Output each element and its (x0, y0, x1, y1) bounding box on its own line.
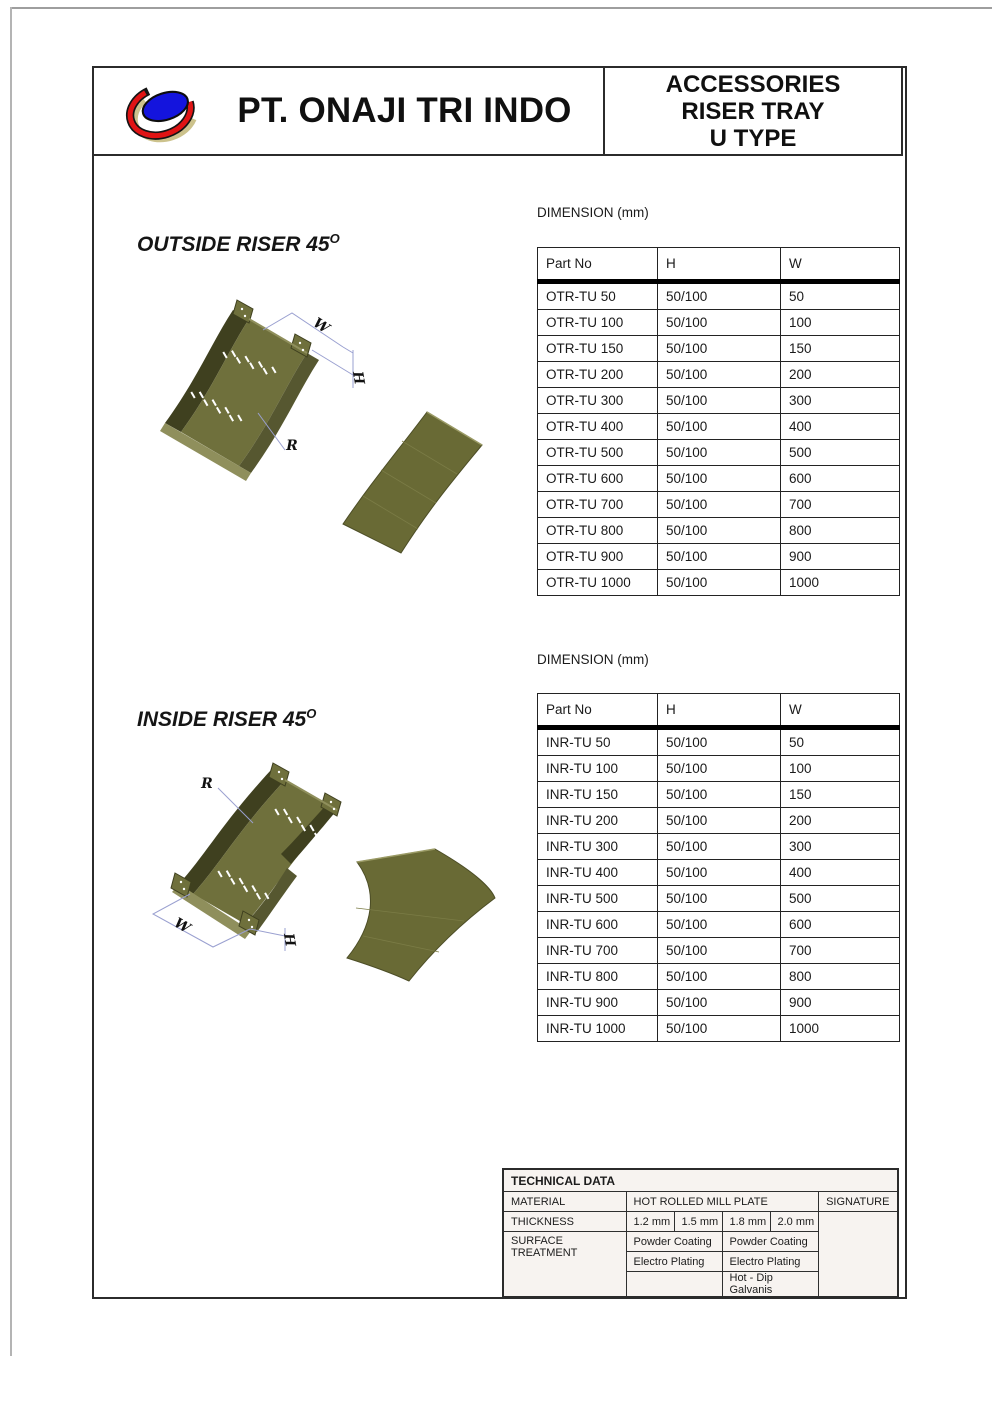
column-header-h: H (658, 694, 781, 728)
table-cell: OTR-TU 400 (538, 414, 658, 440)
outside-riser-cover-illustration (343, 412, 482, 553)
table-cell: 50 (781, 282, 900, 310)
table-row (538, 492, 900, 518)
technical-data-title: TECHNICAL DATA (503, 1169, 898, 1192)
table-cell: 700 (781, 492, 900, 518)
inside-table-header-row (538, 694, 900, 728)
radius-dimension-label: R (286, 438, 298, 454)
table-cell: INR-TU 200 (538, 808, 658, 834)
table-row (538, 440, 900, 466)
material-label: MATERIAL (503, 1192, 626, 1212)
surface-option: Powder Coating (626, 1232, 722, 1252)
table-cell: 50/100 (658, 440, 781, 466)
table-cell: 50/100 (658, 728, 781, 756)
table-cell: INR-TU 150 (538, 782, 658, 808)
table-row (538, 964, 900, 990)
surface-option: Hot - Dip Galvanis (722, 1272, 818, 1298)
table-row (538, 728, 900, 756)
surface-treatment-label: SURFACE TREATMENT (503, 1232, 626, 1298)
table-cell: INR-TU 100 (538, 756, 658, 782)
table-cell: INR-TU 50 (538, 728, 658, 756)
thickness-label: THICKNESS (503, 1212, 626, 1232)
table-cell: 300 (781, 388, 900, 414)
table-cell: 50/100 (658, 362, 781, 388)
inside-riser-title-text: INSIDE RISER 45 (137, 708, 307, 731)
table-cell: 500 (781, 440, 900, 466)
column-header-part-no: Part No (538, 694, 658, 728)
inside-riser-cover-illustration (347, 849, 495, 981)
technical-data-table (502, 1168, 899, 1298)
table-row (538, 414, 900, 440)
table-row (538, 362, 900, 388)
outside-riser-title (137, 231, 340, 257)
table-row (538, 310, 900, 336)
table-cell: OTR-TU 200 (538, 362, 658, 388)
table-cell: OTR-TU 800 (538, 518, 658, 544)
inside-riser-drawing (125, 752, 515, 1052)
table-cell: 100 (781, 310, 900, 336)
doc-title-line: RISER TRAY (681, 97, 825, 125)
doc-title-line: ACCESSORIES (665, 70, 841, 98)
table-cell: OTR-TU 600 (538, 466, 658, 492)
table-cell: 100 (781, 756, 900, 782)
company-name: PT. ONAJI TRI INDO (237, 91, 572, 130)
table-row (538, 570, 900, 596)
table-cell: 50/100 (658, 1016, 781, 1042)
table-cell: 50/100 (658, 964, 781, 990)
table-cell: 50/100 (658, 756, 781, 782)
table-cell: 50/100 (658, 414, 781, 440)
table-cell: 900 (781, 990, 900, 1016)
table-cell: OTR-TU 300 (538, 388, 658, 414)
table-cell: INR-TU 600 (538, 912, 658, 938)
table-cell: 50/100 (658, 388, 781, 414)
width-dimension-label: W (171, 915, 193, 937)
table-cell: 50/100 (658, 544, 781, 570)
thickness-value: 1.5 mm (674, 1212, 722, 1232)
table-row (538, 886, 900, 912)
table-cell: INR-TU 900 (538, 990, 658, 1016)
page-edge-left (10, 7, 12, 1356)
table-row (538, 1016, 900, 1042)
thickness-value: 2.0 mm (770, 1212, 818, 1232)
height-dimension-label: H (279, 932, 299, 948)
table-cell: 50/100 (658, 282, 781, 310)
thickness-value: 1.8 mm (722, 1212, 770, 1232)
table-cell: 50/100 (658, 912, 781, 938)
company-logo (112, 71, 212, 151)
table-row (538, 938, 900, 964)
table-cell: 400 (781, 414, 900, 440)
table-cell: 50/100 (658, 492, 781, 518)
table-cell: INR-TU 1000 (538, 1016, 658, 1042)
table-cell: 50/100 (658, 886, 781, 912)
column-header-part-no: Part No (538, 248, 658, 282)
outside-riser-title-text: OUTSIDE RISER 45 (137, 233, 330, 256)
page-edge-top (10, 7, 992, 9)
inside-dimension-label: DIMENSION (mm) (537, 652, 649, 667)
technical-title-row (503, 1169, 898, 1192)
table-cell: 50/100 (658, 782, 781, 808)
table-cell: 50/100 (658, 466, 781, 492)
table-cell: 50/100 (658, 808, 781, 834)
table-row (538, 756, 900, 782)
outside-table-body (538, 282, 900, 596)
table-cell: 700 (781, 938, 900, 964)
table-cell: OTR-TU 700 (538, 492, 658, 518)
surface-option: Electro Plating (722, 1252, 818, 1272)
table-cell: INR-TU 700 (538, 938, 658, 964)
table-cell: 150 (781, 336, 900, 362)
outside-dimension-table (537, 247, 900, 596)
table-cell: 150 (781, 782, 900, 808)
table-row (538, 466, 900, 492)
column-header-w: W (781, 694, 900, 728)
surface-option-empty (626, 1272, 722, 1298)
thickness-row (503, 1212, 898, 1232)
table-cell: 300 (781, 834, 900, 860)
table-cell: 50/100 (658, 310, 781, 336)
table-cell: 800 (781, 964, 900, 990)
thickness-value: 1.2 mm (626, 1212, 674, 1232)
table-row (538, 808, 900, 834)
table-cell: 50/100 (658, 834, 781, 860)
table-cell: 200 (781, 362, 900, 388)
signature-label: SIGNATURE (818, 1192, 898, 1212)
table-cell: 600 (781, 466, 900, 492)
table-cell: 50/100 (658, 938, 781, 964)
outside-dimension-label: DIMENSION (mm) (537, 205, 649, 220)
table-row (538, 990, 900, 1016)
table-cell: INR-TU 800 (538, 964, 658, 990)
surface-option: Electro Plating (626, 1252, 722, 1272)
outside-riser-drawing (125, 292, 515, 592)
table-row (538, 336, 900, 362)
table-row (538, 912, 900, 938)
table-row (538, 834, 900, 860)
column-header-h: H (658, 248, 781, 282)
table-row (538, 518, 900, 544)
material-row (503, 1192, 898, 1212)
table-cell: INR-TU 500 (538, 886, 658, 912)
table-cell: 500 (781, 886, 900, 912)
table-row (538, 860, 900, 886)
table-row (538, 388, 900, 414)
header (92, 66, 903, 156)
table-row (538, 282, 900, 310)
table-cell: 800 (781, 518, 900, 544)
table-row (538, 544, 900, 570)
material-value: HOT ROLLED MILL PLATE (626, 1192, 818, 1212)
inside-table-body (538, 728, 900, 1042)
table-cell: INR-TU 400 (538, 860, 658, 886)
inside-dimension-table (537, 693, 900, 1042)
table-cell: 200 (781, 808, 900, 834)
table-cell: 600 (781, 912, 900, 938)
table-cell: 50/100 (658, 570, 781, 596)
outside-table-header-row (538, 248, 900, 282)
radius-dimension-label: R (201, 776, 213, 792)
doc-title-line: U TYPE (709, 124, 797, 152)
table-cell: INR-TU 300 (538, 834, 658, 860)
inside-riser-tray-illustration (171, 763, 341, 939)
table-cell: OTR-TU 500 (538, 440, 658, 466)
table-cell: 50/100 (658, 990, 781, 1016)
inside-riser-title (137, 706, 316, 732)
table-cell: 50 (781, 728, 900, 756)
table-cell: OTR-TU 1000 (538, 570, 658, 596)
table-cell: OTR-TU 900 (538, 544, 658, 570)
table-cell: 900 (781, 544, 900, 570)
inside-riser-title-sup: O (306, 706, 317, 721)
column-header-w: W (781, 248, 900, 282)
surface-option: Powder Coating (722, 1232, 818, 1252)
onaji-logo-icon (112, 71, 212, 151)
table-cell: 1000 (781, 1016, 900, 1042)
table-cell: 400 (781, 860, 900, 886)
table-row (538, 782, 900, 808)
height-dimension-label: H (348, 370, 368, 386)
outside-riser-title-sup: O (329, 231, 340, 246)
table-cell: 50/100 (658, 860, 781, 886)
table-cell: 50/100 (658, 518, 781, 544)
table-cell: OTR-TU 100 (538, 310, 658, 336)
signature-cell (818, 1212, 898, 1298)
table-cell: OTR-TU 50 (538, 282, 658, 310)
table-cell: OTR-TU 150 (538, 336, 658, 362)
table-cell: 1000 (781, 570, 900, 596)
table-cell: 50/100 (658, 336, 781, 362)
header-left-cell (94, 68, 603, 154)
doc-title (603, 68, 901, 154)
width-dimension-label: W (310, 315, 332, 337)
